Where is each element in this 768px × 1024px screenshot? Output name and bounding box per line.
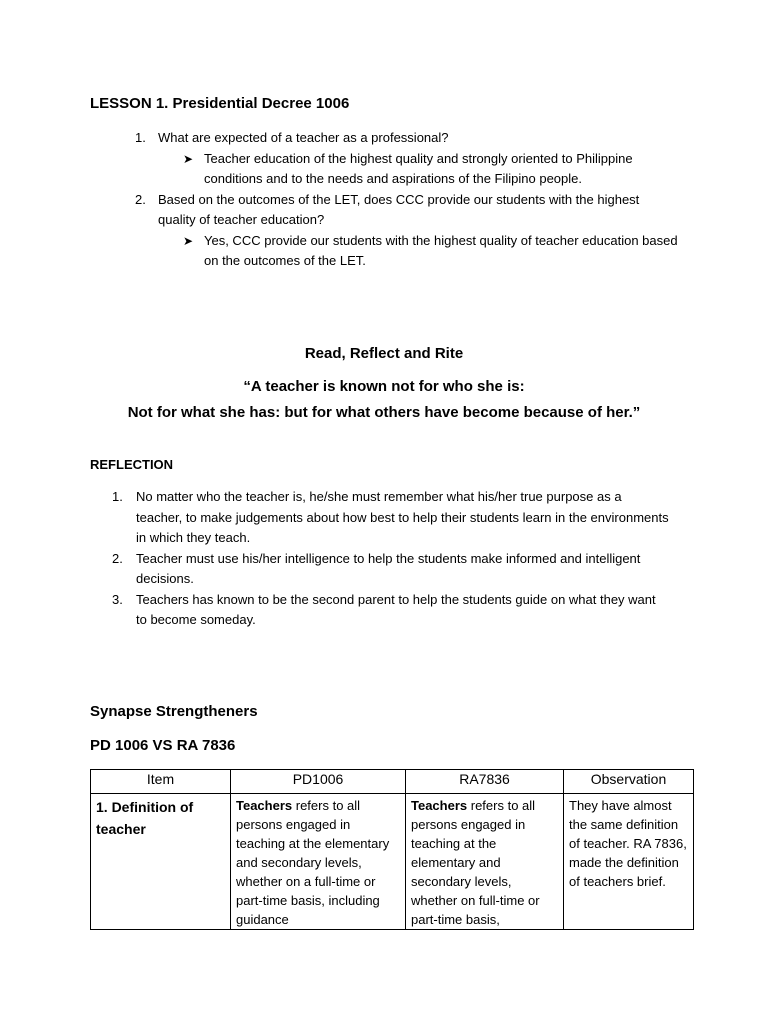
reflection-number: 1. xyxy=(112,489,123,504)
question-text: What are expected of a teacher as a professional? xyxy=(158,130,449,145)
header-ra7836: RA7836 xyxy=(406,770,564,794)
pd1006-cell xyxy=(231,794,406,930)
answer-text: Teacher education of the highest quality and strongly oriented to Philippine conditions and to the needs and aspirations of the Filipino people. xyxy=(204,150,633,186)
quote-line-1: “A teacher is known not for who she is: xyxy=(243,378,525,395)
ra-definition: refers to all persons engaged in teaching at the elementary and secondary levels, whether on full-time or part-time basis, xyxy=(411,798,540,927)
pd-definition: refers to all persons engaged in teaching at the elementary and secondary levels, whether on a full-time or part-time basis, including guidance xyxy=(236,798,390,927)
header-observation: Observation xyxy=(564,770,694,794)
header-item: Item xyxy=(91,770,231,794)
comparison-table xyxy=(90,769,694,930)
arrowhead-bullet-icon: ➤ xyxy=(183,233,194,248)
answer-text: Yes, CCC provide our students with the highest quality of teacher education based on the outcomes of the LET. xyxy=(204,232,678,268)
reflection-text: No matter who the teacher is, he/she must remember what his/her true purpose as a teacher, to make judgements about how best to help their students learn in the environments in which they teach. xyxy=(136,489,669,545)
answer-item xyxy=(90,231,680,272)
reflection-text: Teacher must use his/her intelligence to help the students make informed and intelligent decisions. xyxy=(136,550,641,586)
reflection-item xyxy=(90,549,670,590)
pd-term: Teachers xyxy=(236,798,293,813)
observation-cell: They have almost the same definition of teacher. RA 7836, made the definition of teachers brief. xyxy=(564,794,694,930)
item-cell: 1. Definition of teacher xyxy=(91,794,231,930)
reflection-title: REFLECTION xyxy=(90,457,174,472)
quote-line-2: Not for what she has: but for what others have become because of her.” xyxy=(127,404,641,421)
reflection-list xyxy=(90,487,670,631)
reflection-item xyxy=(90,487,670,549)
reflection-item xyxy=(90,590,670,631)
lesson-title: LESSON 1. Presidential Decree 1006 xyxy=(90,95,350,112)
reflection-text: Teachers has known to be the second parent to help the students guide on what they want to become someday. xyxy=(136,591,656,627)
question-item xyxy=(90,190,680,231)
question-list xyxy=(90,128,680,272)
question-number: 2. xyxy=(135,191,146,207)
table-row xyxy=(91,794,694,930)
answer-item xyxy=(90,149,680,190)
read-reflect-rite-title: Read, Reflect and Rite xyxy=(304,345,464,362)
question-text: Based on the outcomes of the LET, does CCC provide our students with the highest quality of teacher education? xyxy=(158,191,640,227)
comparison-subtitle: PD 1006 VS RA 7836 xyxy=(90,737,236,754)
question-number: 1. xyxy=(135,130,146,145)
reflection-number: 2. xyxy=(112,550,123,566)
question-item xyxy=(90,128,680,149)
ra-term: Teachers xyxy=(411,798,468,813)
reflection-number: 3. xyxy=(112,591,123,607)
arrowhead-bullet-icon: ➤ xyxy=(183,151,194,166)
ra7836-cell xyxy=(406,794,564,930)
table-header-row xyxy=(91,770,694,794)
header-pd1006: PD1006 xyxy=(231,770,406,794)
synapse-title: Synapse Strengtheners xyxy=(90,703,258,720)
